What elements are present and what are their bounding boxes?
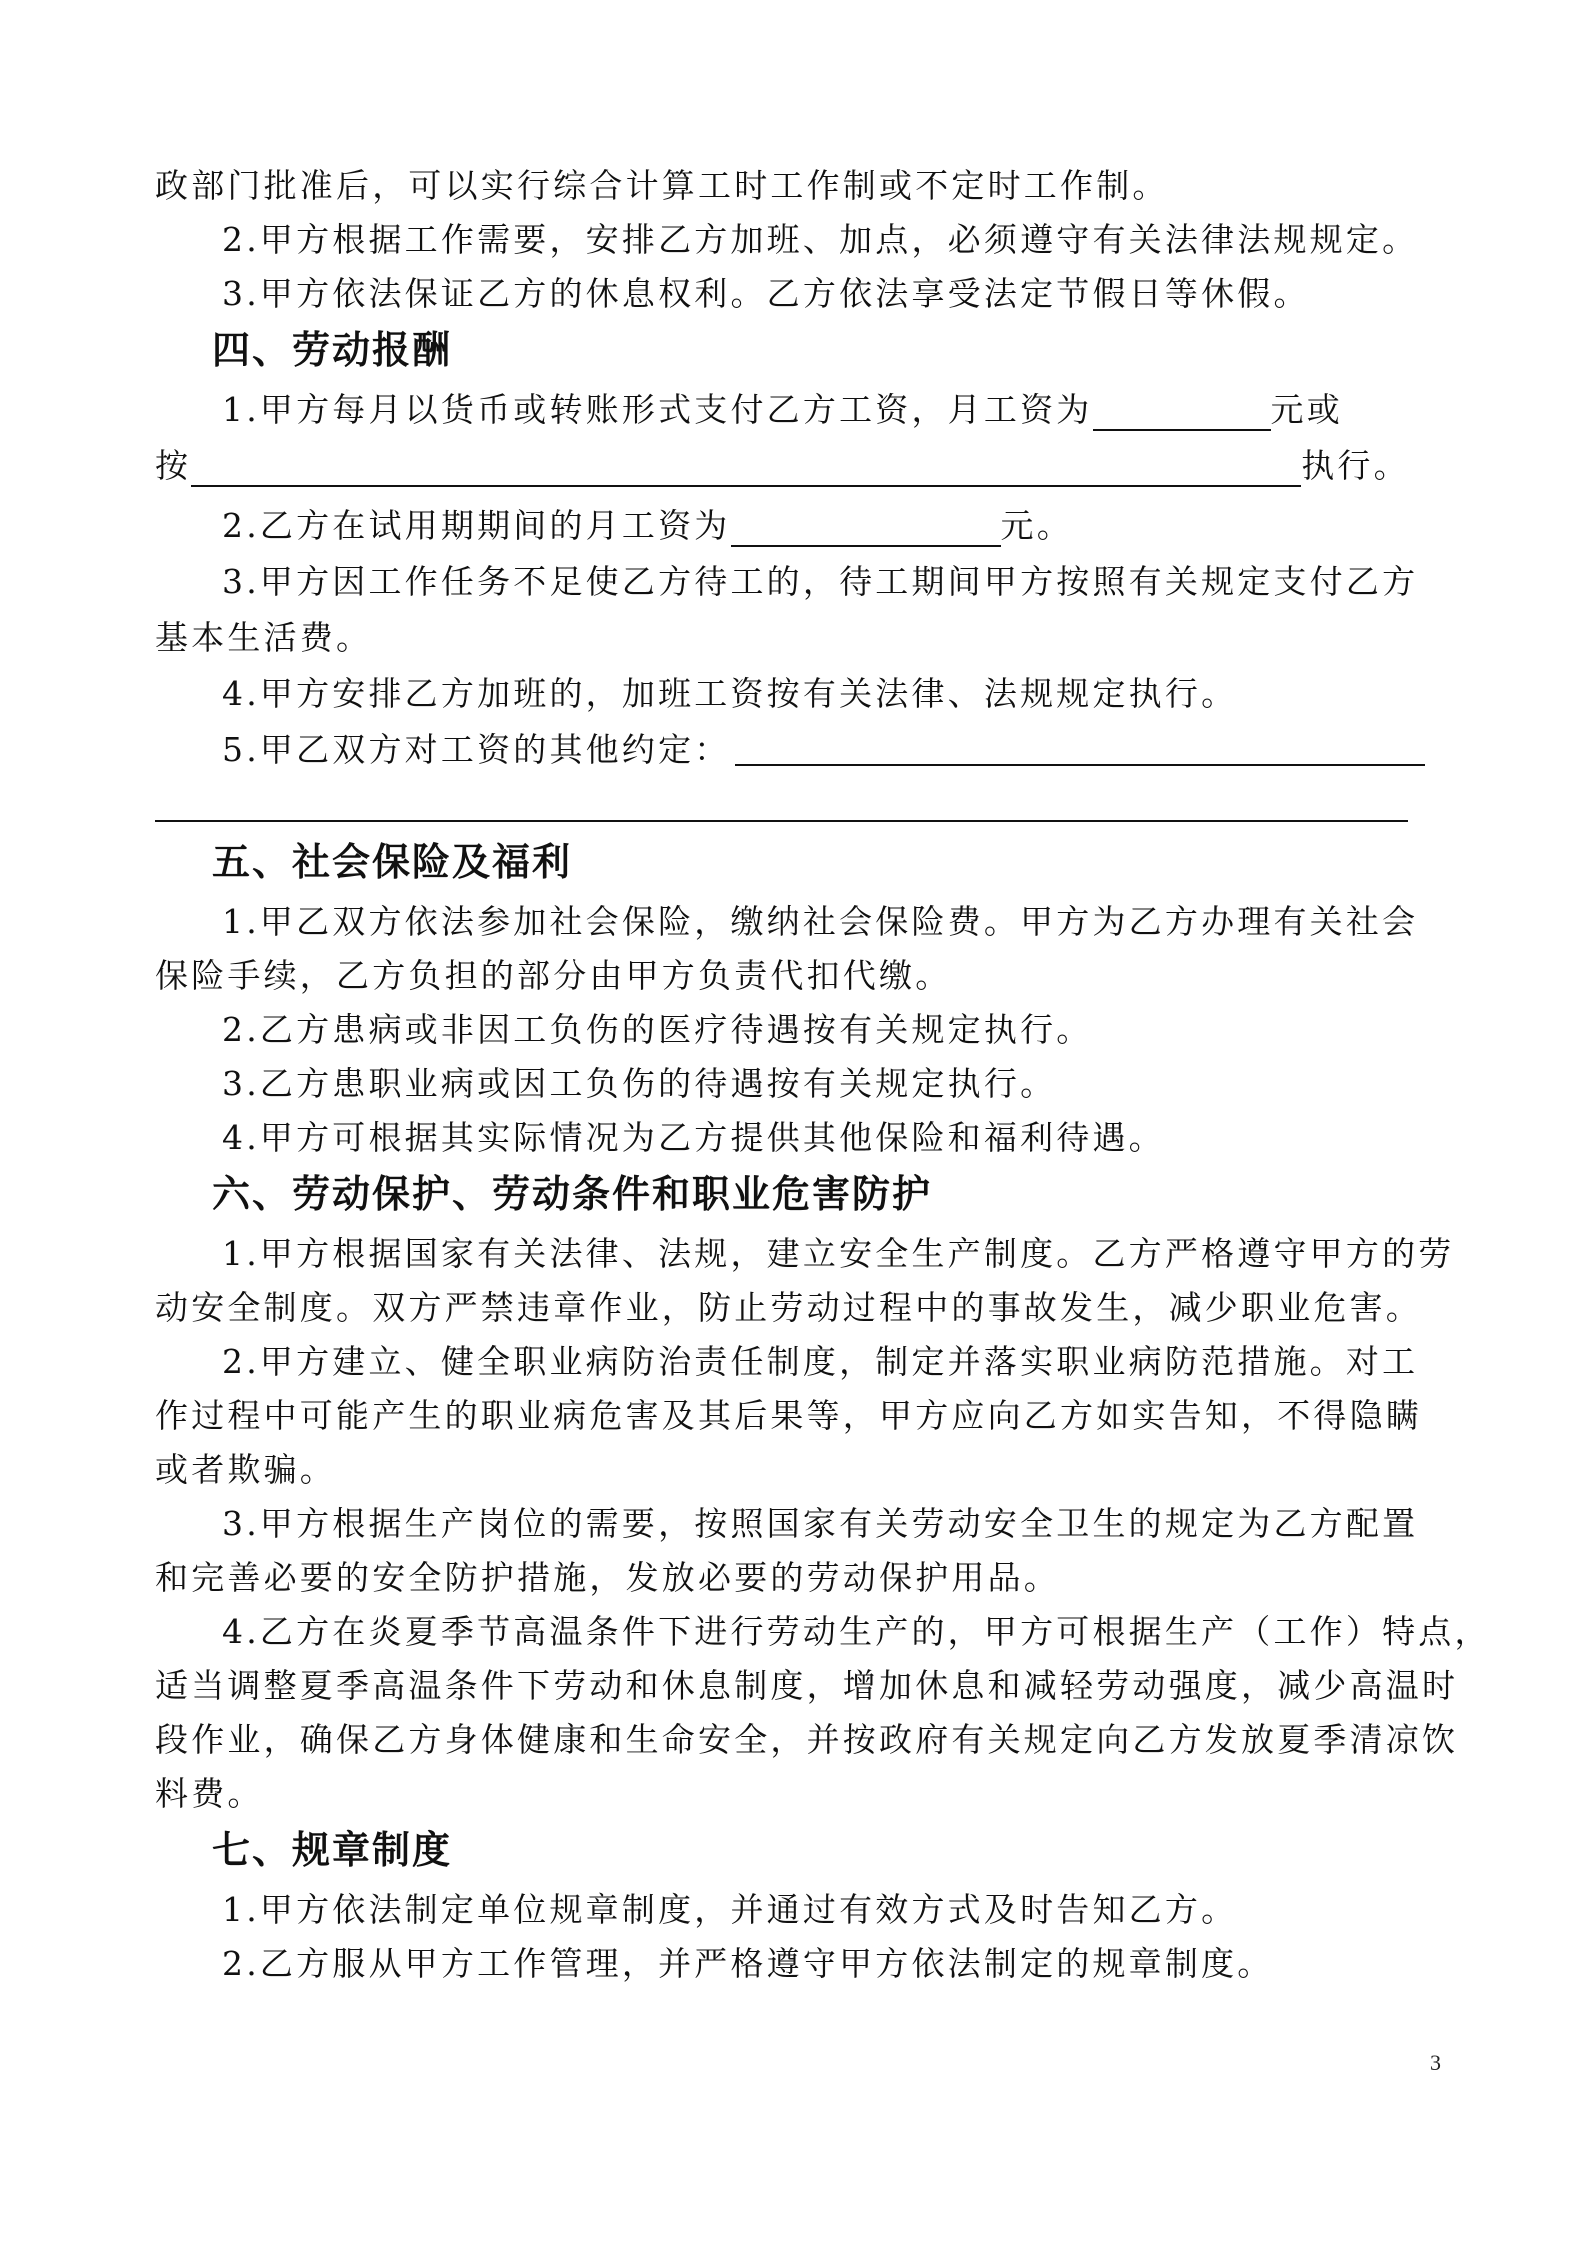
paragraph-line: 1.甲乙双方依法参加社会保险，缴纳社会保险费。甲方为乙方办理有关社会 xyxy=(222,902,1419,941)
line-text: 元。 xyxy=(1000,506,1073,545)
paragraph-line: 3.乙方患职业病或因工负伤的待遇按有关规定执行。 xyxy=(222,1064,1057,1103)
paragraph-line xyxy=(222,724,1512,776)
paragraph-line: 段作业，确保乙方身体健康和生命安全，并按政府有关规定向乙方发放夏季清凉饮 xyxy=(155,1720,1459,1759)
paragraph-line: 或者欺骗。 xyxy=(155,1450,336,1489)
paragraph-line: 1.甲方根据国家有关法律、法规，建立安全生产制度。乙方严格遵守甲方的劳 xyxy=(222,1234,1455,1273)
line-text: 执行。 xyxy=(1301,446,1410,485)
paragraph-line: 4.甲方可根据其实际情况为乙方提供其他保险和福利待遇。 xyxy=(222,1118,1165,1157)
paragraph-line: 3.甲方根据生产岗位的需要，按照国家有关劳动安全卫生的规定为乙方配置 xyxy=(222,1504,1419,1543)
paragraph-line: 4.乙方在炎夏季节高温条件下进行劳动生产的，甲方可根据生产（工作）特点， xyxy=(222,1612,1491,1651)
salary-method-blank xyxy=(191,449,1301,487)
paragraph-line: 料费。 xyxy=(155,1774,264,1813)
paragraph-line: 2.甲方建立、健全职业病防治责任制度，制定并落实职业病防范措施。对工 xyxy=(222,1342,1419,1381)
section-heading-6: 六、劳动保护、劳动条件和职业危害防护 xyxy=(212,1172,933,1216)
section-heading-4: 四、劳动报酬 xyxy=(212,328,453,372)
paragraph-line: 3.甲方依法保证乙方的休息权利。乙方依法享受法定节假日等休假。 xyxy=(222,274,1310,313)
paragraph-line: 基本生活费。 xyxy=(155,618,373,657)
paragraph-line: 2.乙方服从甲方工作管理，并严格遵守甲方依法制定的规章制度。 xyxy=(222,1944,1274,1983)
paragraph-line: 1.甲方依法制定单位规章制度，并通过有效方式及时告知乙方。 xyxy=(222,1890,1238,1929)
paragraph-line xyxy=(155,440,1445,492)
probation-salary-blank xyxy=(731,509,1001,547)
paragraph-line: 2.乙方患病或非因工负伤的医疗待遇按有关规定执行。 xyxy=(222,1010,1093,1049)
paragraph-line: 政部门批准后，可以实行综合计算工时工作制或不定时工作制。 xyxy=(155,166,1169,205)
other-salary-blank-line-2 xyxy=(155,820,1408,822)
page-number: 3 xyxy=(1430,2050,1441,2075)
line-text: 元或 xyxy=(1270,390,1343,429)
paragraph-line: 3.甲方因工作任务不足使乙方待工的，待工期间甲方按照有关规定支付乙方 xyxy=(222,562,1419,601)
paragraph-line xyxy=(222,384,1512,436)
paragraph-line: 4.甲方安排乙方加班的，加班工资按有关法律、法规规定执行。 xyxy=(222,674,1238,713)
paragraph-line xyxy=(222,500,1512,552)
paragraph-line: 适当调整夏季高温条件下劳动和休息制度，增加休息和减轻劳动强度，减少高温时 xyxy=(155,1666,1459,1705)
paragraph-line: 和完善必要的安全防护措施，发放必要的劳动保护用品。 xyxy=(155,1558,1060,1597)
other-salary-blank xyxy=(735,764,1425,766)
monthly-salary-blank xyxy=(1093,393,1271,431)
paragraph-line: 保险手续，乙方负担的部分由甲方负责代扣代缴。 xyxy=(155,956,952,995)
paragraph-line: 作过程中可能产生的职业病危害及其后果等，甲方应向乙方如实告知，不得隐瞒 xyxy=(155,1396,1422,1435)
section-heading-7: 七、规章制度 xyxy=(212,1828,453,1872)
line-text: 5.甲乙双方对工资的其他约定： xyxy=(222,730,731,769)
line-text: 2.乙方在试用期期间的月工资为 xyxy=(222,506,731,545)
section-heading-5: 五、社会保险及福利 xyxy=(212,840,573,884)
line-text: 1.甲方每月以货币或转账形式支付乙方工资，月工资为 xyxy=(222,390,1093,429)
paragraph-line: 2.甲方根据工作需要，安排乙方加班、加点，必须遵守有关法律法规规定。 xyxy=(222,220,1419,259)
paragraph-line: 动安全制度。双方严禁违章作业，防止劳动过程中的事故发生，减少职业危害。 xyxy=(155,1288,1422,1327)
line-text: 按 xyxy=(155,446,192,485)
